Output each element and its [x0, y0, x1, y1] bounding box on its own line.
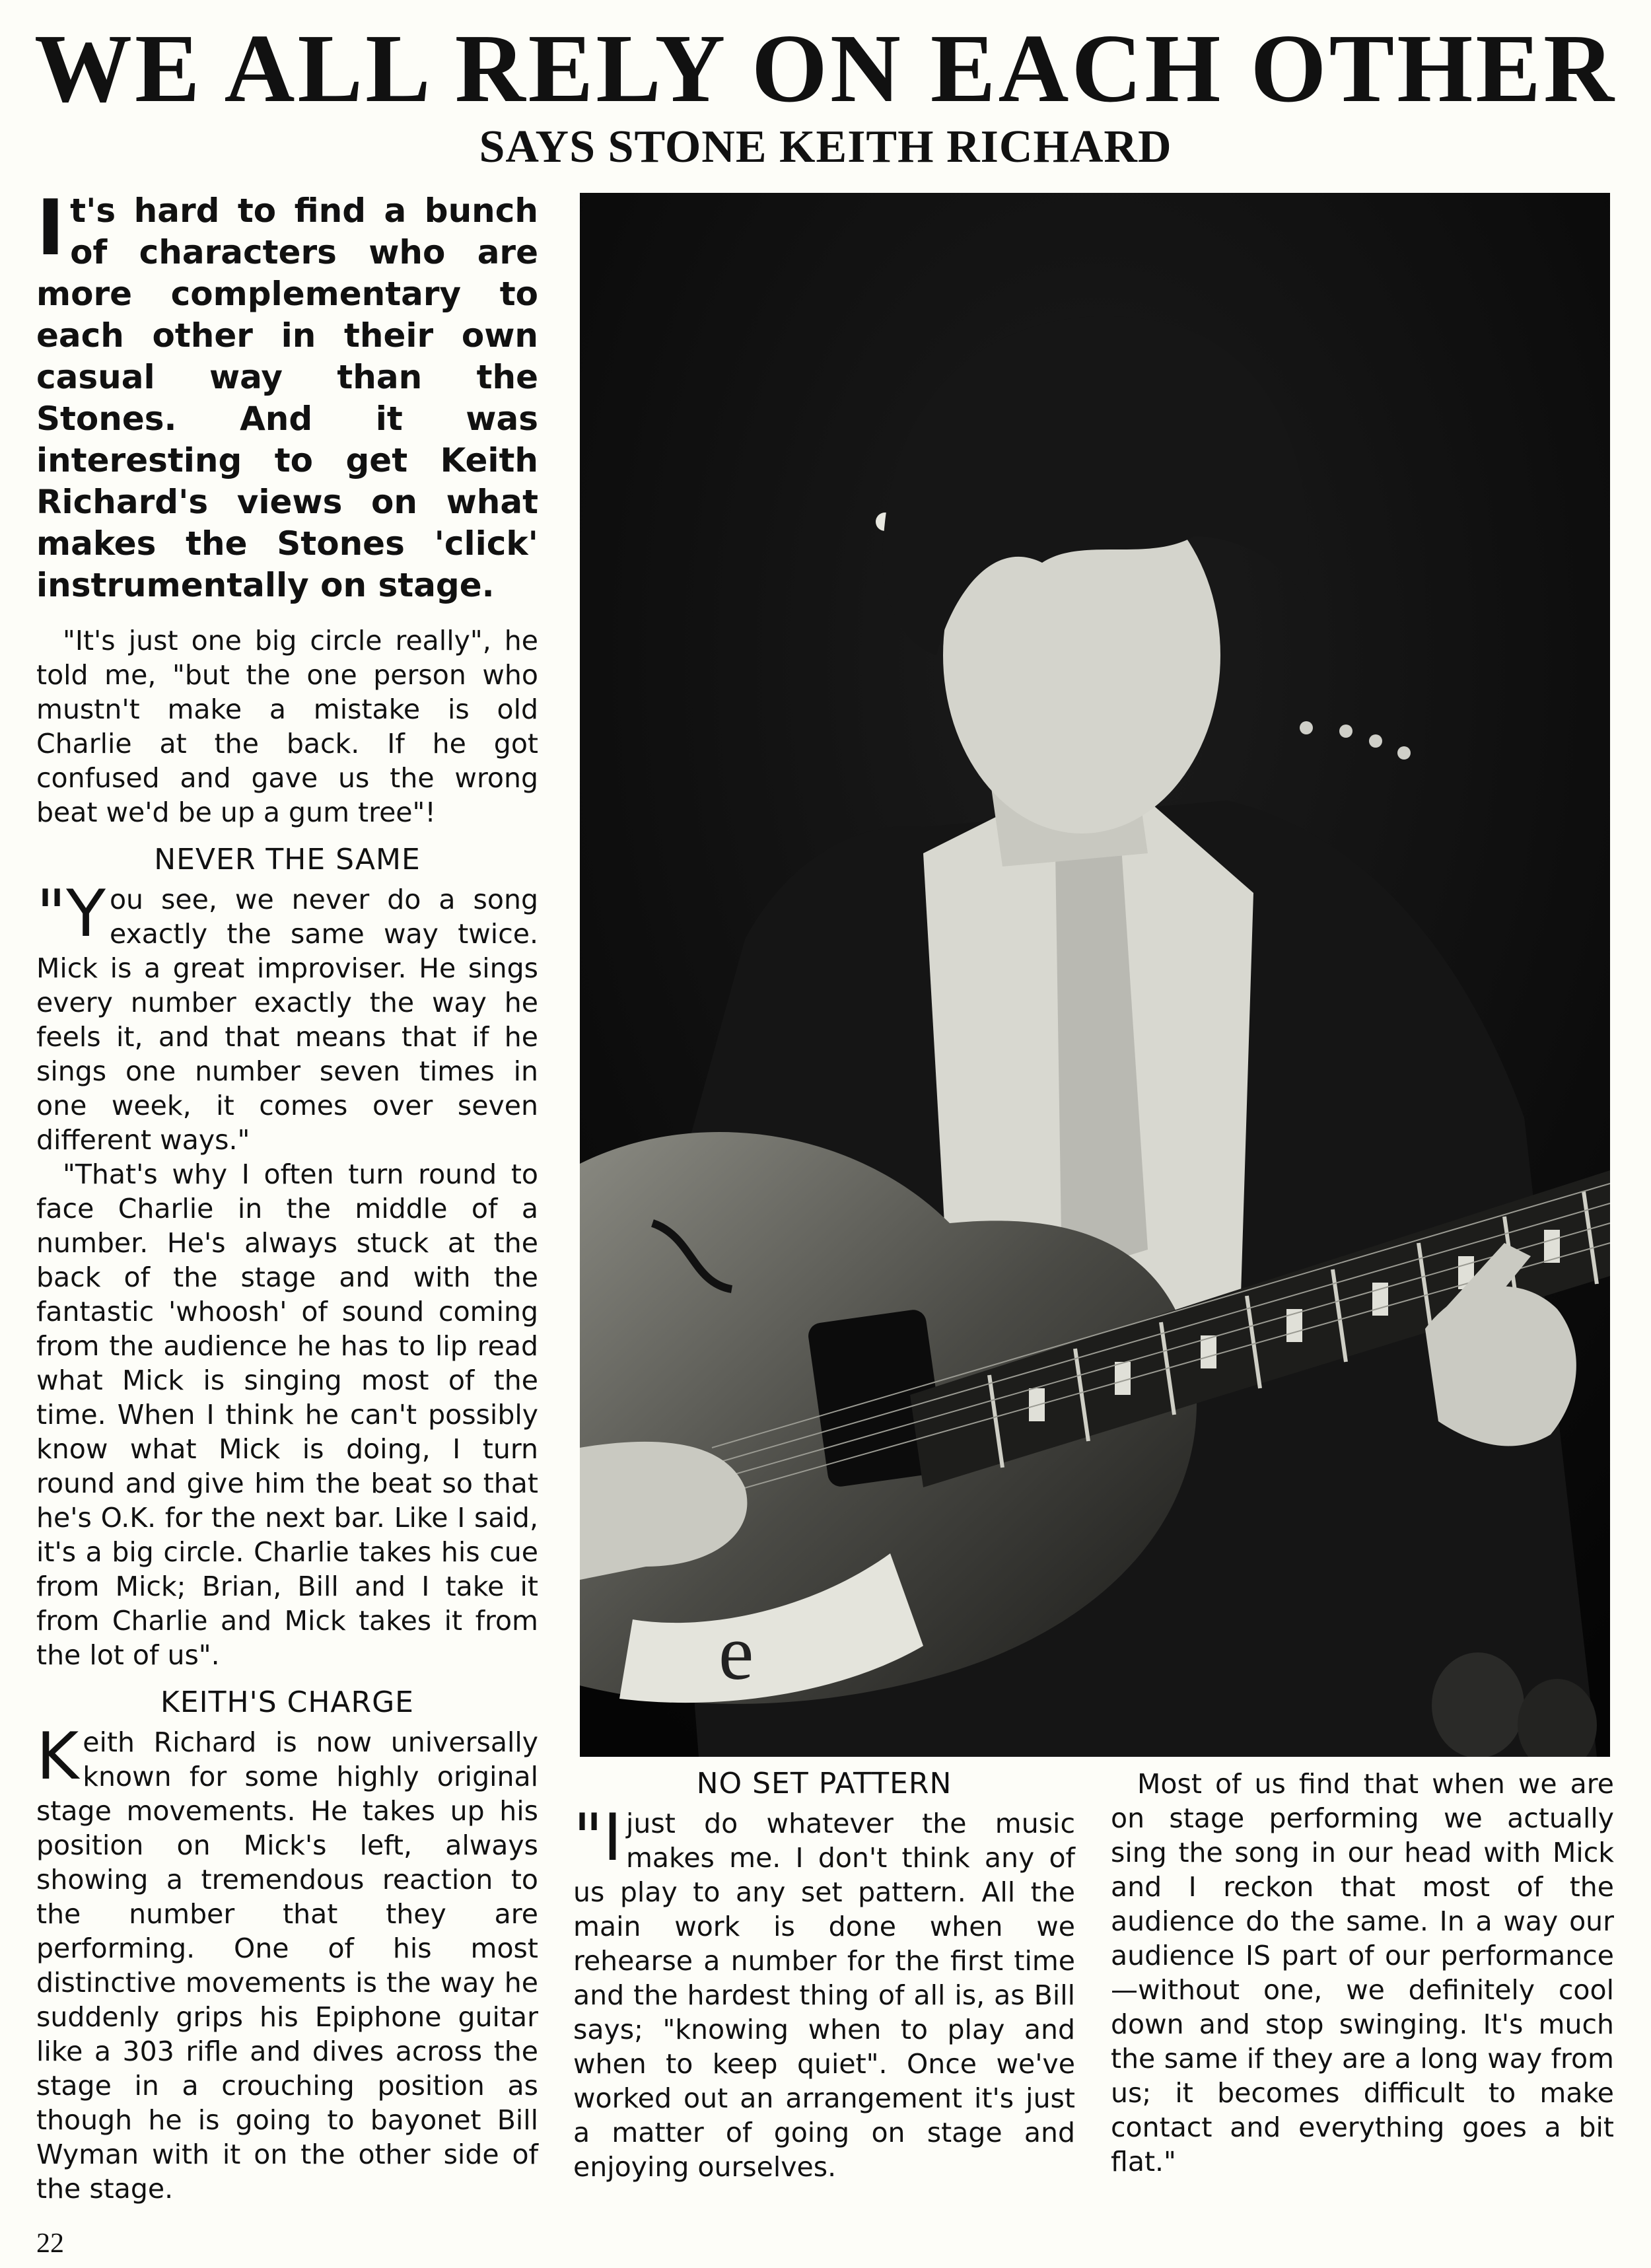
page-number: 22 [36, 2228, 64, 2259]
paragraph-text: just do whatever the music makes me. I don't think any of us play to any set pattern. All the main work is done when we rehearse a number for the first time and the hardest thing of all is, as Bill says; "knowing when to play and when to keep quiet". Once we've worked out an arrangement it's just a matter of going on stage and enjoying ourselves. [573, 1808, 1075, 2183]
article-column-1 [36, 184, 538, 2206]
paragraph-drop-cap: "I [573, 1800, 622, 1876]
section-heading-no-set-pattern: NO SET PATTERN [696, 1767, 952, 1800]
body-paragraph: "That's why I often turn round to face Charlie in the middle of a number. He's always stuck at the back of the stage and with the fantastic 'whoosh' of sound coming from the audience he has to lip read what Mick is singing most of the time. When I think he can't possibly know what Mick is doing, I turn round and give him the beat so that he's O.K. for the next bar. Like I said, it's a big circle. Charlie takes his cue from Mick; Brian, Bill and I take it from Charlie and Mick takes it from the lot of us". [36, 1158, 538, 1671]
paragraph-text: ou see, we never do a song exactly the same way twice. Mick is a great improviser. He sings every number exactly the way he feels it, and that means that if he sings one number seven times in one week, it comes over seven different ways." [36, 884, 538, 1156]
intro-drop-cap: I [36, 184, 65, 273]
paragraph-drop-cap: "Y [36, 876, 106, 952]
intro-paragraph [36, 184, 538, 606]
photo-illustration [580, 193, 1610, 1757]
body-paragraph [36, 1719, 538, 2206]
intro-text: t's hard to find a bunch of characters who are more complementary to each other in their own casual way than the Stones. And it was interesting to get Keith Richard's views on what makes the Stones 'click' instrumentally on stage. [36, 192, 538, 604]
body-paragraph: "It's just one big circle really", he told me, "but the one person who mustn't make a mistake is old Charlie at the back. If he got confused and gave us the wrong beat we'd be up a gum tree"! [36, 625, 538, 828]
article-column-2 [573, 1767, 1075, 2184]
paragraph-text: eith Richard is now universally known for some highly original stage movements. He takes up his position on Mick's left, always showing a tremendous reaction to the number that they are performing. One of his most distinctive movements is the way he suddenly grips his Epiphone guitar like a 303 rifle and dives across the stage in a crouching position as though he is going to bayonet Bill Wyman with it on the other side of the stage. [36, 1726, 538, 2205]
body-paragraph [573, 1800, 1075, 2184]
section-heading-never-the-same: NEVER THE SAME [154, 843, 421, 876]
subheadline: SAYS STONE KEITH RICHARD [479, 122, 1172, 172]
body-paragraph: Most of us find that when we are on stage performing we actually sing the song in our head with Mick and I reckon that most of the audience do the same. In a way our audience IS part of our performance—without one, we definitely cool down and stop swinging. It's much the same if they are a long way from us; it becomes difficult to make contact and everything goes a bit flat." [1111, 1768, 1614, 2178]
article-column-3 [1111, 1767, 1614, 2179]
guitar-logo-letter: e [719, 1608, 754, 1696]
paragraph-drop-cap: K [36, 1719, 79, 1794]
body-paragraph [36, 876, 538, 1157]
section-heading-keiths-charge: KEITH'S CHARGE [160, 1685, 414, 1719]
photo-keith-richard-with-guitar [580, 193, 1610, 1757]
headline: WE ALL RELY ON EACH OTHER [34, 15, 1617, 123]
